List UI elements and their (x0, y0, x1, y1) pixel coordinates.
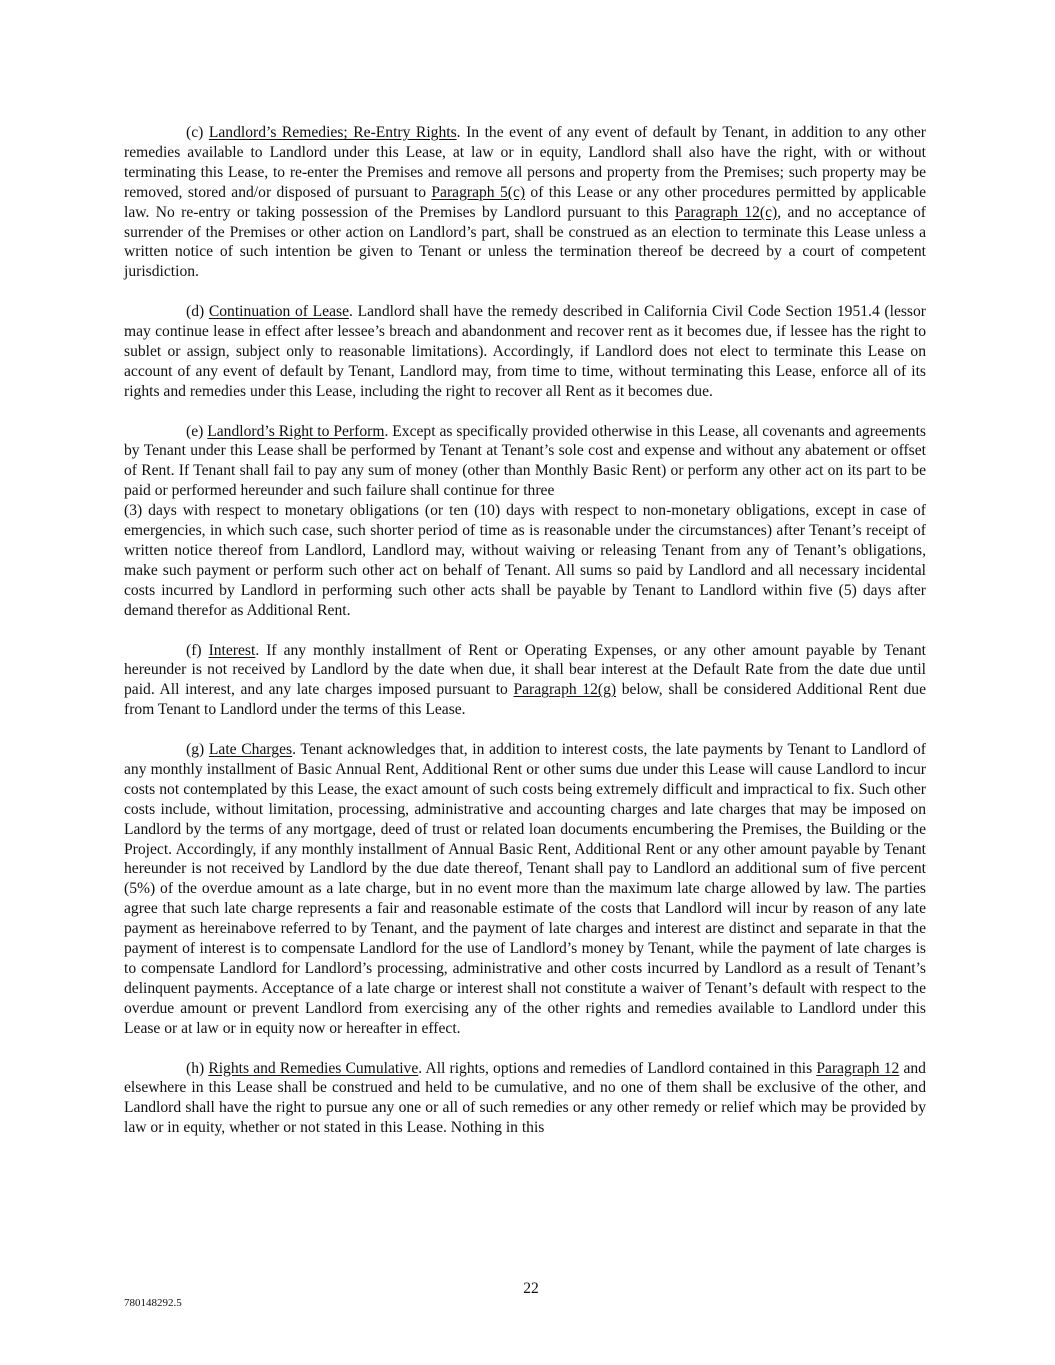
document-body (124, 123, 926, 1158)
underlined-reference: Paragraph 5(c) (431, 183, 526, 201)
paragraph-g (124, 740, 926, 1039)
underlined-reference: Landlord’s Right to Perform (207, 422, 385, 440)
paragraph-text: , and no acceptance of surrender of the Premises or other action on Landlord’s part, shall be construed as an election to terminate this Lease unless a written notice of such intention be given to Tenant or unless the termination thereof be decreed by a court of competent jurisdiction. (124, 203, 927, 281)
paragraph-text: . All rights, options and remedies of Landlord contained in this (418, 1059, 817, 1077)
paragraph-label: (d) (186, 303, 209, 321)
underlined-reference: Interest (208, 641, 256, 659)
paragraph-text: . Landlord shall have the remedy described in California Civil Code Section 1951.4 (lessor may continue lease in effect after lessee’s breach and abandonment and recover rent as it becomes due, if lessee has the right to sublet or assign, subject only to reasonable limitations). Accordingly, if Landlord does not elect to terminate this Lease on account of any event of default by Tenant, Landlord may, from time to time, without terminating this Lease, enforce all of its rights and remedies under this Lease, including the right to recover all Rent as it becomes due. (124, 303, 926, 400)
paragraph-text: . Except as specifically provided otherwise in this Lease, all covenants and agreements by Tenant under this Lease shall be performed by Tenant at Tenant’s sole cost and expense and without any abatement or offset of Rent. If Tenant shall fail to pay any sum of money (other than Monthly Basic Rent) or perform any other act on its part to be paid or performed hereunder and such failure shall continue for three (124, 422, 926, 500)
paragraph-label: (e) (186, 422, 208, 440)
paragraph-text: . In the event of any event of default by Tenant, in addition to any other remedies available to Landlord under this Lease, at law or in equity, Landlord shall also have the right, with or without terminating this Lease, to re-enter the Premises and remove all persons and property from the Premises; such property may be removed, stored and/or disposed of pursuant to (124, 124, 926, 201)
paragraph-text: below, shall be considered Additional Rent due from Tenant to Landlord under the terms of this Lease. (124, 681, 926, 719)
underlined-reference: Landlord’s Remedies; Re-Entry Rights (208, 124, 457, 141)
underlined-reference: Rights and Remedies Cumulative (208, 1059, 419, 1077)
underlined-reference: Continuation of Lease (208, 303, 349, 321)
underlined-reference: Paragraph 12(g) (513, 681, 617, 699)
paragraph-text: of this Lease or any other procedures permitted by applicable law. No re-entry or taking possession of the Premises by Landlord pursuant to this (124, 183, 926, 221)
paragraph-label: (c) (186, 124, 209, 141)
paragraph-d (124, 302, 926, 402)
underlined-reference: Paragraph 12 (816, 1059, 900, 1077)
paragraph-label: (f) (186, 641, 209, 659)
paragraph-h (124, 1059, 926, 1139)
paragraph-text: and elsewhere in this Lease shall be construed and held to be cumulative, and no one of them shall be exclusive of the other, and Landlord shall have the right to pursue any one or all of such remedies or any other remedy or relief which may be provided by law or in equity, whether or not stated in this Lease. Nothing in this (124, 1059, 926, 1137)
paragraph-c (124, 123, 926, 282)
underlined-reference: Paragraph 12(c) (674, 203, 778, 221)
paragraph-label: (h) (186, 1059, 209, 1077)
paragraph-f (124, 641, 926, 721)
paragraph-text: (3) days with respect to monetary obligations (or ten (10) days with respect to non-monetary obligations, except in case of emergencies, in which such case, such shorter period of time as is reasonable under the circumstances) after Tenant’s receipt of written notice thereof from Landlord, Landlord may, without waiving or releasing Tenant from any of Tenant’s obligations, make such payment or perform such other act on behalf of Tenant. All sums so paid by Landlord and all necessary incidental costs incurred by Landlord in performing such other acts shall be payable by Tenant to Landlord within five (5) days after demand therefor as Additional Rent. (124, 502, 926, 619)
underlined-reference: Late Charges (208, 741, 293, 759)
page-number: 22 (523, 1280, 539, 1297)
paragraph-text: . Tenant acknowledges that, in addition to interest costs, the late payments by Tenant to Landlord of any monthly installment of Basic Annual Rent, Additional Rent or other sums due under this Lease will cause Landlord to incur costs not contemplated by this Lease, the exact amount of such costs being extremely difficult and impractical to fix. Such other costs include, without limitation, processing, administrative and accounting charges and late charges that may be imposed on Landlord by the terms of any mortgage, deed of trust or related loan documents encumbering the Premises, the Building or the Project. Accordingly, if any monthly installment of Annual Basic Rent, Additional Rent or any other amount payable by Tenant hereunder is not received by Landlord by the due date thereof, Tenant shall pay to Landlord an additional sum of five percent (5%) of the overdue amount as a late charge, but in no event more than the maximum late charge allowed by law. The parties agree that such late charge represents a fair and reasonable estimate of the costs that Landlord will incur by reason of any late payment as hereinabove referred to by Tenant, and the payment of late charges and interest are distinct and separate in that the payment of interest is to compensate Landlord for the use of Landlord’s money by Tenant, while the payment of late charges is to compensate Landlord for Landlord’s processing, administrative and other costs incurred by Landlord as a result of Tenant’s delinquent payments. Acceptance of a late charge or interest shall not constitute a waiver of Tenant’s default with respect to the overdue amount or prevent Landlord from exercising any of the other rights and remedies available to Landlord under this Lease or at law or in equity now or hereafter in effect. (124, 741, 926, 1037)
document-id: 780148292.5 (124, 1297, 182, 1309)
paragraph-text: . If any monthly installment of Rent or Operating Expenses, or any other amount payable by Tenant hereunder is not received by Landlord by the date when due, it shall bear interest at the Default Rate from the date due until paid. All interest, and any late charges imposed pursuant to (124, 641, 926, 699)
paragraph-label: (g) (186, 741, 209, 759)
paragraph-e (124, 422, 926, 621)
